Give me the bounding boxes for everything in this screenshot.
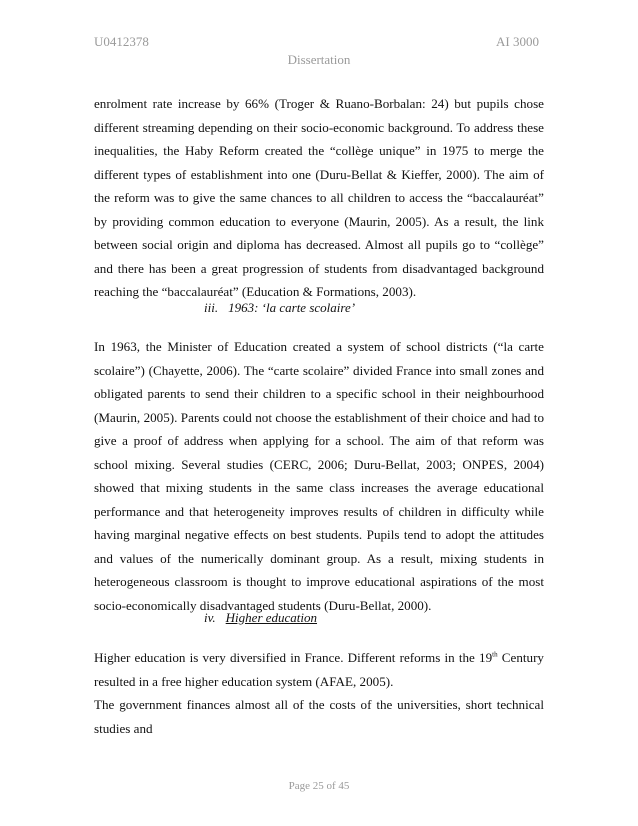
section-number: iii.: [204, 300, 219, 315]
paragraph-enrolment: [94, 92, 544, 304]
paragraph-carte-scolaire-text: In 1963, the Minister of Education created a system of school districts (“la carte scolaire”) (Chayette, 2006). The “carte scolaire” divided France into small zones and obligated parents to send their children to a specific school in their neighbourhood (Maurin, 2005). Parents could not choose the establishment of their choice and had to give a proof of address when applying for a school. The aim of that reform was school mixing. Several studies (CERC, 2006; Duru-Bellat, 2003; ONPES, 2004) showed that mixing students in the same class increases the average educational performance and that heterogeneity improves results of children in difficulty while having marginal negative effects on best students. Pupils tend to adopt the attitudes and values of the numerically dominant group. As a result, mixing students in heterogeneous classroom is thought to improve educational aspirations of the most socio-economically disadvantaged students (Duru-Bellat, 2000).: [94, 339, 544, 613]
page-number: Page 25 of 45: [288, 780, 350, 792]
section-title: 1963: ‘la carte scolaire’: [228, 300, 356, 315]
paragraph-higher-education-text: [94, 646, 544, 693]
paragraph-carte-scolaire: [94, 335, 544, 617]
paragraph-government-finances: The government finances almost all of the costs of the universities, short technical studies and: [94, 697, 544, 736]
paragraph-higher-education: [94, 646, 544, 740]
header-student-id: U0412378: [94, 34, 149, 49]
section-heading-higher-education: [204, 610, 317, 626]
section-heading-carte-scolaire: [204, 300, 355, 316]
section-title: Higher education: [225, 610, 318, 625]
text-run: Higher education is very diversified in France. Different reforms in the 19: [94, 650, 493, 665]
paragraph-enrolment-text: enrolment rate increase by 66% (Troger & Ruano-Borbalan: 24) but pupils chose different streaming depending on their socio-economic background. To address these inequalities, the Haby Reform created the “collège unique” in 1975 to merge the different types of establishment into one (Duru-Bellat & Kieffer, 2000). The aim of the reform was to give the same chances to all children to access the “baccalauréat” by providing common education to everyone (Maurin, 2005). As a result, the link between social origin and diploma has decreased. Almost all pupils go to “collège” and there has been a great progression of students from disadvantaged background reaching the “baccalauréat” (Education & Formations, 2003).: [94, 96, 544, 299]
superscript-th: th: [492, 650, 498, 659]
header-doc-type: Dissertation: [287, 52, 351, 67]
header-course: AI 3000: [496, 34, 539, 49]
section-number: iv.: [204, 610, 216, 625]
text-run: Century resulted in a free higher education system (AFAE, 2005).: [94, 650, 544, 689]
